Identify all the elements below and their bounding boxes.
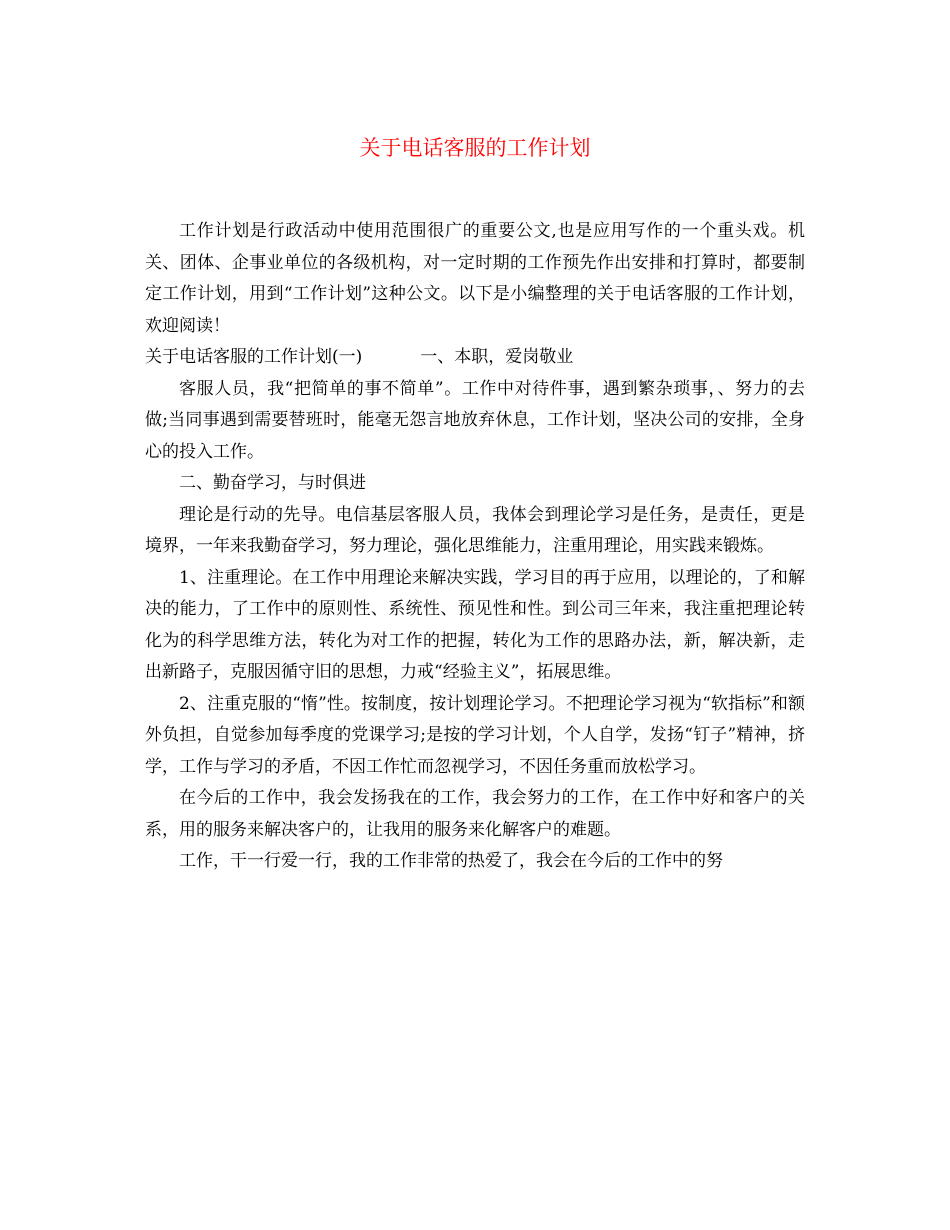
paragraph-six: 工作，干一行爱一行，我的工作非常的热爱了，我会在今后的工作中的努 — [179, 851, 723, 871]
document-body — [145, 216, 805, 878]
heading-one: 一、本职，爱岗敬业 — [420, 347, 574, 367]
paragraph-four: 2、注重克服的“惰”性。按制度，按计划理论学习。不把理论学习视为“软指标”和额外负担，自觉参加每季度的党课学习;是按的学习计划，个人自学，发扬“钉子”精神，挤学，工作与学习的矛盾，不因工作忙而忽视学习，不因任务重而放松学习。 — [145, 693, 805, 777]
heading-two: 二、勤奋学习，与时俱进 — [179, 473, 366, 493]
paragraph-one: 客服人员，我“把简单的事不简单”。工作中对待件事，遇到繁杂琐事，、努力的去做;当同事遇到需要替班时，能毫无怨言地放弃休息，工作计划，坚决公司的安排，全身心的投入工作。 — [145, 378, 805, 462]
intro-paragraph: 工作计划是行政活动中使用范围很广的重要公文,也是应用写作的一个重头戏。机关、团体、企事业单位的各级机构，对一定时期的工作预先作出安排和打算时，都要制定工作计划，用到“工作计划”这种公文。以下是小编整理的关于电话客服的工作计划，欢迎阅读！ — [145, 221, 805, 336]
paragraph-five: 在今后的工作中，我会发扬我在的工作，我会努力的工作，在工作中好和客户的关系，用的服务来解决客户的，让我用的服务来化解客户的难题。 — [145, 788, 805, 840]
paragraph-three: 1、注重理论。在工作中用理论来解决实践，学习目的再于应用，以理论的，了和解决的能力，了工作中的原则性、系统性、预见性和性。到公司三年来，我注重把理论转化为的科学思维方法，转化为对工作的把握，转化为工作的思路办法，新，解决新，走出新路子，克服因循守旧的思想，力戒“经验主义”，拓展思维。 — [145, 567, 805, 682]
document-title: 关于电话客服的工作计划 — [359, 136, 591, 160]
section-title: 关于电话客服的工作计划(一) — [145, 347, 363, 367]
paragraph-two: 理论是行动的先导。电信基层客服人员，我体会到理论学习是任务，是责任，更是境界，一年来我勤奋学习，努力理论，强化思维能力，注重用理论，用实践来锻炼。 — [145, 504, 805, 556]
section-title-line — [145, 342, 805, 374]
